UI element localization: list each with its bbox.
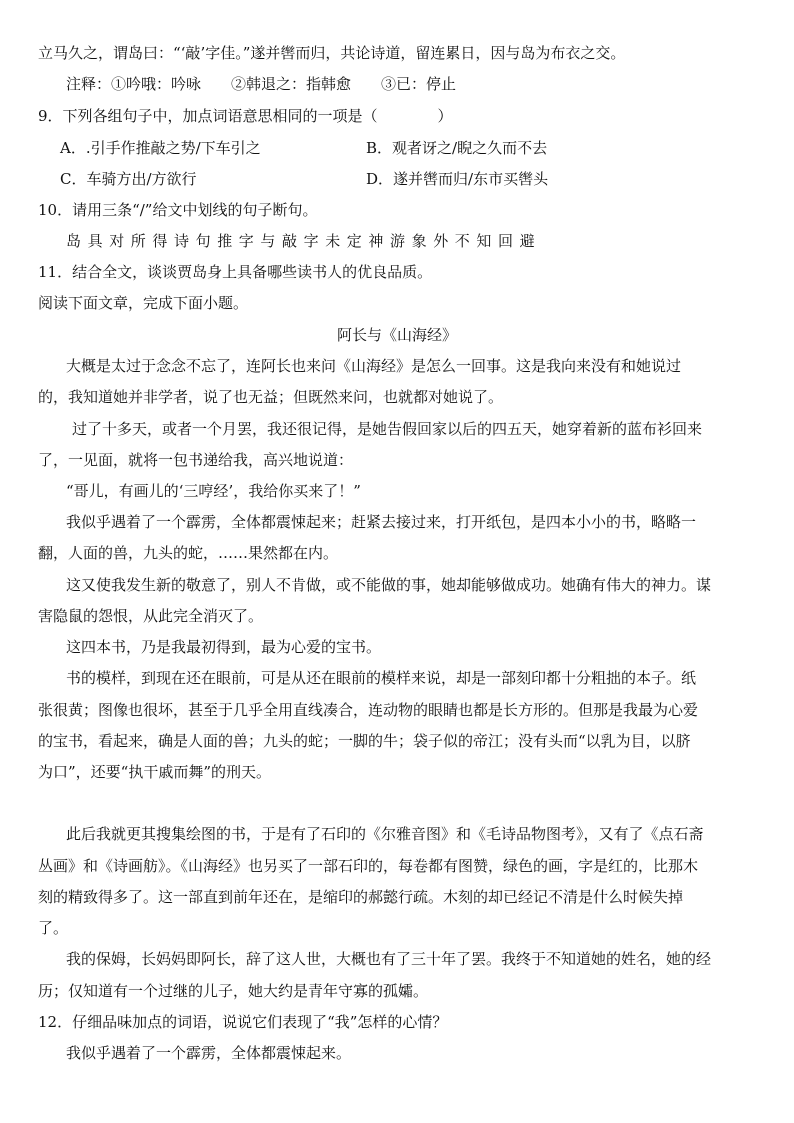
article-line: 书的模样，到现在还在眼前，可是从还在眼前的模样来说，却是一部刻印都十分粗拙的本子。纸	[66, 669, 697, 687]
notes-line	[66, 74, 456, 94]
q12-quote: 我似乎遇着了一个霹雳，全体都震悚起来。	[66, 1044, 352, 1062]
article-line: 过了十多天，或者一个月罢，我还很记得，是她告假回家以后的四五天，她穿着新的蓝布衫回来	[72, 420, 703, 438]
article-line: 翻，人面的兽，九头的蛇，……果然都在内。	[38, 544, 339, 562]
note-3: ③已：停止	[381, 75, 457, 93]
article-line: 这又使我发生新的敬意了，别人不肯做，或不能做的事，她却能够做成功。她确有伟大的神力。谋	[66, 576, 712, 594]
article-line: 历；仅知道有一个过继的儿子，她大约是青年守寡的孤孀。	[38, 982, 429, 1000]
reading-instruction: 阅读下面文章，完成下面小题。	[38, 294, 249, 312]
article-title: 阿长与《山海经》	[336, 326, 457, 344]
article-line: 刻的精致得多了。这一部直到前年还在，是缩印的郝懿行疏。木刻的却已经记不清是什么时候失掉	[38, 888, 684, 906]
question-10-stem: 10．请用三条“/”给文中划线的句子断句。	[38, 201, 318, 219]
article-line: 张很黄；图像也很坏，甚至于几乎全用直线凑合，连动物的眼睛也都是长方形的。但那是我最为心爱	[38, 701, 699, 719]
question-9-stem: 9．下列各组句子中，加点词语意思相同的一项是（ ）	[38, 107, 453, 125]
article-line: 为口”，还要“执干戚而舞”的刑天。	[38, 763, 272, 781]
q9-option-c: C．车骑方出/方欲行	[60, 170, 197, 188]
question-12-stem: 12．仔细品味加点的词语，说说它们表现了“我”怎样的心情？	[38, 1013, 448, 1031]
article-line: 这四本书，乃是我最初得到，最为心爱的宝书。	[66, 638, 382, 656]
q9-option-d: D．遂并辔而归/东市买辔头	[366, 170, 549, 188]
article-line: “哥儿，有画儿的‘三哼经’，我给你买来了！”	[66, 482, 361, 500]
article-line: 害隐鼠的怨恨，从此完全消灭了。	[38, 607, 264, 625]
article-line: 此后我就更其搜集绘图的书，于是有了石印的《尔雅音图》和《毛诗品物图考》，又有了《点石斋	[66, 825, 704, 843]
article-line: 的，我知道她并非学者，说了也无益；但既然来问，也就都对她说了。	[38, 388, 504, 406]
article-line: 我似乎遇着了一个霹雳，全体都震悚起来；赶紧去接过来，打开纸包，是四本小小的书，略略一	[66, 513, 697, 531]
note-2: ②韩退之：指韩愈	[231, 75, 352, 93]
article-line: 我的保姆，长妈妈即阿长，辞了这人世，大概也有了三十年了罢。我终于不知道她的姓名，她的经	[66, 950, 712, 968]
q10-sentence: 岛具对所得诗句推字与敲字未定神游象外不知回避	[66, 232, 542, 250]
article-line: 大概是太过于念念不忘了，连阿长也来问《山海经》是怎么一回事。这是我向来没有和她说过	[66, 357, 682, 375]
article-line: 丛画》和《诗画舫》。《山海经》也另买了一部石印的，每卷都有图赞，绿色的画，字是红的，比那木	[38, 857, 699, 875]
text-line: 立马久之，谓岛曰：“‘敲’字佳。”遂并辔而归，共论诗道，留连累日，因与岛为布衣之交。	[38, 44, 626, 62]
question-11-stem: 11．结合全文，谈谈贾岛身上具备哪些读书人的优良品质。	[38, 263, 433, 281]
article-line: 了。	[38, 919, 69, 937]
article-line: 了，一见面，就将一包书递给我，高兴地说道：	[38, 451, 354, 469]
note-1: ①吟哦：吟咏	[111, 75, 202, 93]
article-line: 的宝书，看起来，确是人面的兽；九头的蛇；一脚的牛；袋子似的帝江；没有头而“以乳为目，以脐	[38, 732, 691, 750]
notes-label: 注释：	[66, 75, 112, 93]
q9-option-b: B．观者讶之/睨之久而不去	[366, 139, 548, 157]
q9-option-a: A．.引手作推敲之势/下车引之	[60, 139, 261, 157]
